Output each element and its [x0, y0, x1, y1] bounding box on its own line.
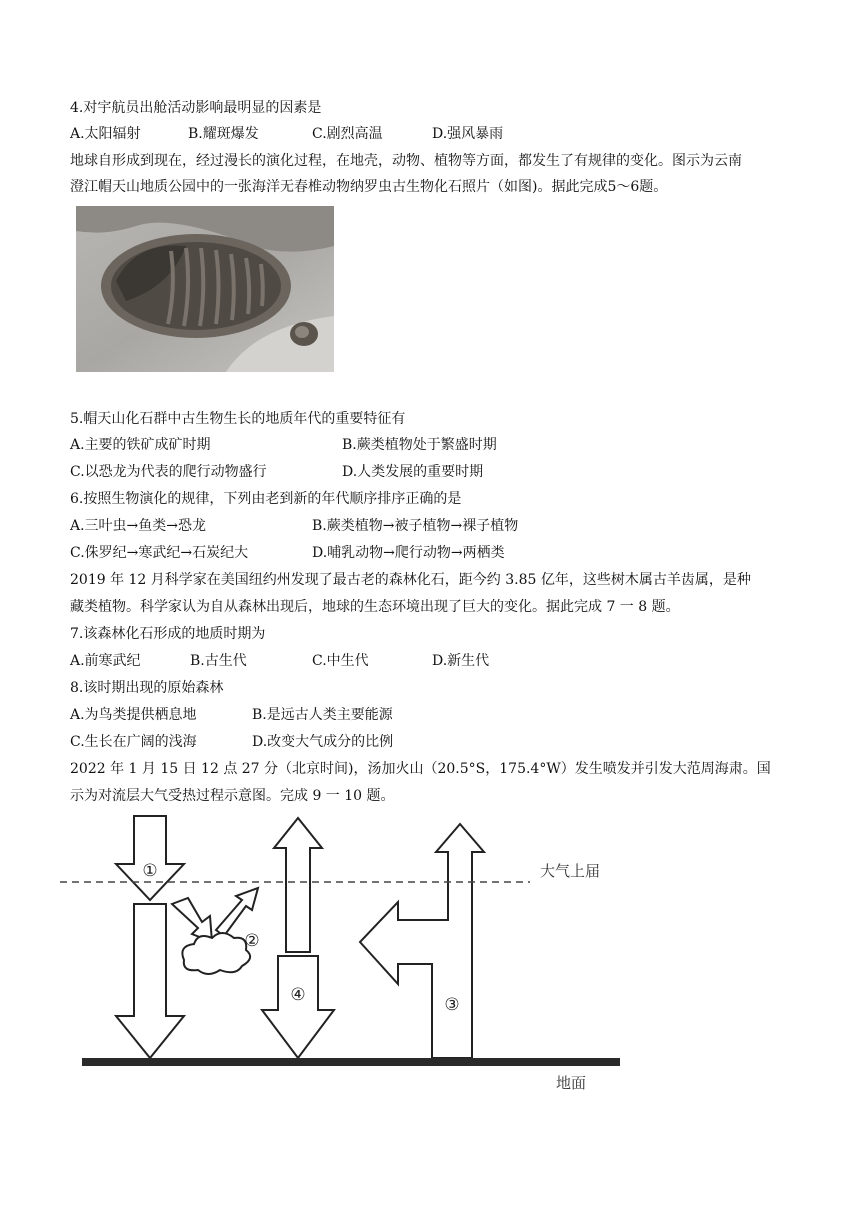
q5-option-d: D.人类发展的重要时期 [342, 464, 484, 480]
atmosphere-top-label: 大气上届 [540, 862, 601, 880]
q4-option-b: B.耀斑爆发 [188, 126, 259, 142]
q7-option-b: B.古生代 [190, 653, 247, 669]
q6-option-a: A.三叶虫→鱼类→恐龙 [70, 518, 207, 534]
intro-5-6-line1: 地球自形成到现在，经过漫长的演化过程，在地壳，动物、植物等方面，都发生了有规律的变化。图示为云南 [70, 153, 742, 169]
intro-7-8-line1: 2019 年 12 月科学家在美国纽约州发现了最古老的森林化石，距今约 3.85 亿年，这些树木属古羊齿属，是种 [70, 572, 751, 588]
q6-option-d: D.哺乳动物→爬行动物→两栖类 [312, 545, 505, 561]
fossil-photo [76, 206, 334, 372]
q8-option-c: C.生长在广阔的浅海 [70, 734, 197, 750]
arrow-3-label: ③ [444, 995, 460, 1015]
atmosphere-heating-diagram [60, 812, 640, 1106]
q5-option-a: A.主要的铁矿成矿时期 [70, 437, 211, 453]
q7-option-a: A.前寒武纪 [70, 653, 141, 669]
ground-bar [82, 1058, 620, 1066]
q7-stem: 7.该森林化石形成的地质时期为 [70, 626, 266, 642]
arrow-1-label: ① [142, 861, 158, 881]
q8-stem: 8.该时期出现的原始森林 [70, 680, 224, 696]
scatter-arrow-shape [216, 888, 258, 936]
q8-option-b: B.是远古人类主要能源 [252, 707, 393, 723]
q6-option-b: B.蕨类植物→被子植物→裸子植物 [312, 518, 519, 534]
intro-7-8-line2: 藏类植物。科学家认为自从森林出现后，地球的生态环境出现了巨大的变化。据此完成 7 一 8 题。 [70, 599, 680, 615]
q4-stem: 4.对宇航员出舱活动影响最明显的因素是 [70, 100, 322, 116]
q4-option-a: A.太阳辐射 [70, 126, 141, 142]
q5-option-b: B.蕨类植物处于繁盛时期 [342, 437, 497, 453]
q4-option-d: D.强风暴雨 [432, 126, 504, 142]
q7-option-c: C.中生代 [312, 653, 369, 669]
arrow-4-up-shape [274, 818, 322, 952]
intro-9-10-line2: 示为对流层大气受热过程示意图。完成 9 一 10 题。 [70, 788, 395, 804]
q7-option-d: D.新生代 [432, 653, 490, 669]
cloud-shape [182, 933, 250, 974]
q8-option-a: A.为鸟类提供栖息地 [70, 707, 197, 723]
intro-5-6-line2: 澄江帽天山地质公园中的一张海洋无春椎动物纳罗虫古生物化石照片（如图)。据此完成5～6题。 [70, 179, 668, 195]
q6-stem: 6.按照生物演化的规律，下列由老到新的年代顺序排序正确的是 [70, 491, 462, 507]
arrow-1-shape [116, 816, 184, 900]
q5-stem: 5.帽天山化石群中古生物生长的地质年代的重要特征有 [70, 411, 406, 427]
arrow-4-shape [262, 956, 334, 1058]
q4-option-c: C.剧烈高温 [312, 126, 383, 142]
arrow-3-shape [360, 824, 484, 1058]
q8-option-d: D.改变大气成分的比例 [252, 734, 394, 750]
ground-radiation-down-arrow [116, 904, 184, 1058]
intro-9-10-line1: 2022 年 1 月 15 日 12 点 27 分（北京时间)，汤加火山（20.5°S，175.4°W）发生喷发并引发大范周海肃。国 [70, 761, 771, 777]
q5-option-c: C.以恐龙为代表的爬行动物盛行 [70, 464, 267, 480]
q6-option-c: C.侏罗纪→寒武纪→石炭纪大 [70, 545, 249, 561]
arrow-4-label: ④ [290, 985, 306, 1005]
arrow-2-label: ② [244, 931, 260, 951]
ground-label: 地面 [556, 1074, 587, 1092]
